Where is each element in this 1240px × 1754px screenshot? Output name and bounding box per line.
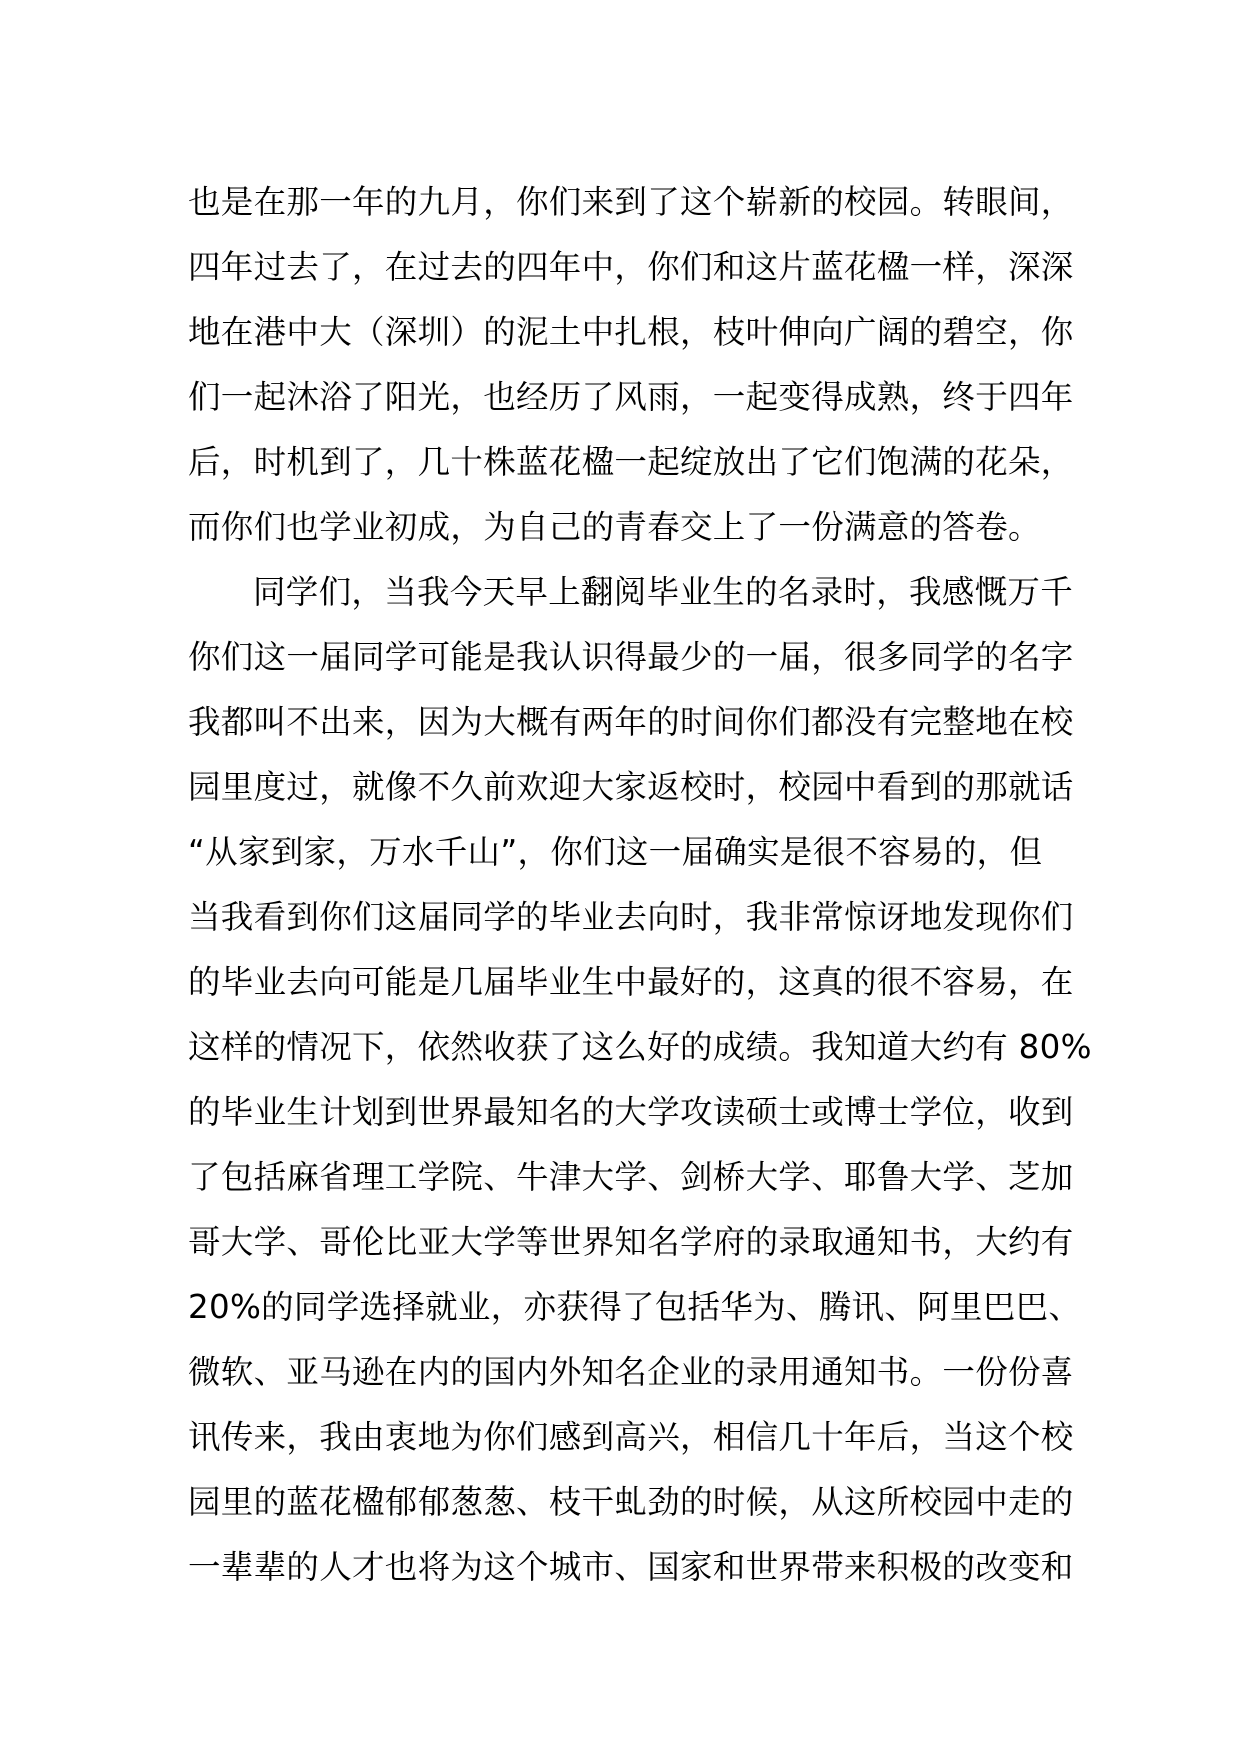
text-line: 而你们也学业初成，为自己的青春交上了一份满意的答卷。: [188, 508, 1041, 546]
body-text: [188, 172, 1092, 1602]
text-line: 园里的蓝花楹郁郁葱葱、枝干虬劲的时候，从这所校园中走的: [188, 1483, 1074, 1521]
text-line: 四年过去了，在过去的四年中，你们和这片蓝花楹一样，深深: [188, 248, 1074, 286]
paragraph-2: [188, 562, 1092, 1602]
text-line: 这样的情况下，依然收获了这么好的成绩。我知道大约有 80%: [188, 1028, 1092, 1066]
text-line: “从家到家，万水千山”，你们这一届确实是很不容易的，但: [188, 833, 1043, 871]
text-line: 的毕业去向可能是几届毕业生中最好的，这真的很不容易，在: [188, 963, 1074, 1001]
text-line: 我都叫不出来，因为大概有两年的时间你们都没有完整地在校: [188, 703, 1074, 741]
text-line: 讯传来，我由衷地为你们感到高兴，相信几十年后，当这个校: [188, 1418, 1074, 1456]
text-line: 们一起沐浴了阳光，也经历了风雨，一起变得成熟，终于四年: [188, 378, 1074, 416]
text-line: 20%的同学选择就业，亦获得了包括华为、腾讯、阿里巴巴、: [188, 1288, 1082, 1326]
text-line: 同学们，当我今天早上翻阅毕业生的名录时，我感慨万千: [253, 573, 1074, 611]
paragraph-1: [188, 172, 1074, 562]
text-line: 哥大学、哥伦比亚大学等世界知名学府的录取通知书，大约有: [188, 1223, 1074, 1261]
text-line: 你们这一届同学可能是我认识得最少的一届，很多同学的名字: [188, 638, 1074, 676]
text-line: 当我看到你们这届同学的毕业去向时，我非常惊讶地发现你们: [188, 898, 1074, 936]
text-line: 园里度过，就像不久前欢迎大家返校时，校园中看到的那就话: [188, 768, 1074, 806]
text-line: 的毕业生计划到世界最知名的大学攻读硕士或博士学位，收到: [188, 1093, 1074, 1131]
text-line: 地在港中大（深圳）的泥土中扎根，枝叶伸向广阔的碧空，你: [188, 313, 1074, 351]
text-line: 微软、亚马逊在内的国内外知名企业的录用通知书。一份份喜: [188, 1353, 1074, 1391]
text-line: 也是在那一年的九月，你们来到了这个崭新的校园。转眼间，: [188, 183, 1074, 221]
text-line: 了包括麻省理工学院、牛津大学、剑桥大学、耶鲁大学、芝加: [188, 1158, 1074, 1196]
text-line: 一辈辈的人才也将为这个城市、国家和世界带来积极的改变和: [188, 1548, 1074, 1586]
text-line: 后，时机到了，几十株蓝花楹一起绽放出了它们饱满的花朵，: [188, 443, 1074, 481]
